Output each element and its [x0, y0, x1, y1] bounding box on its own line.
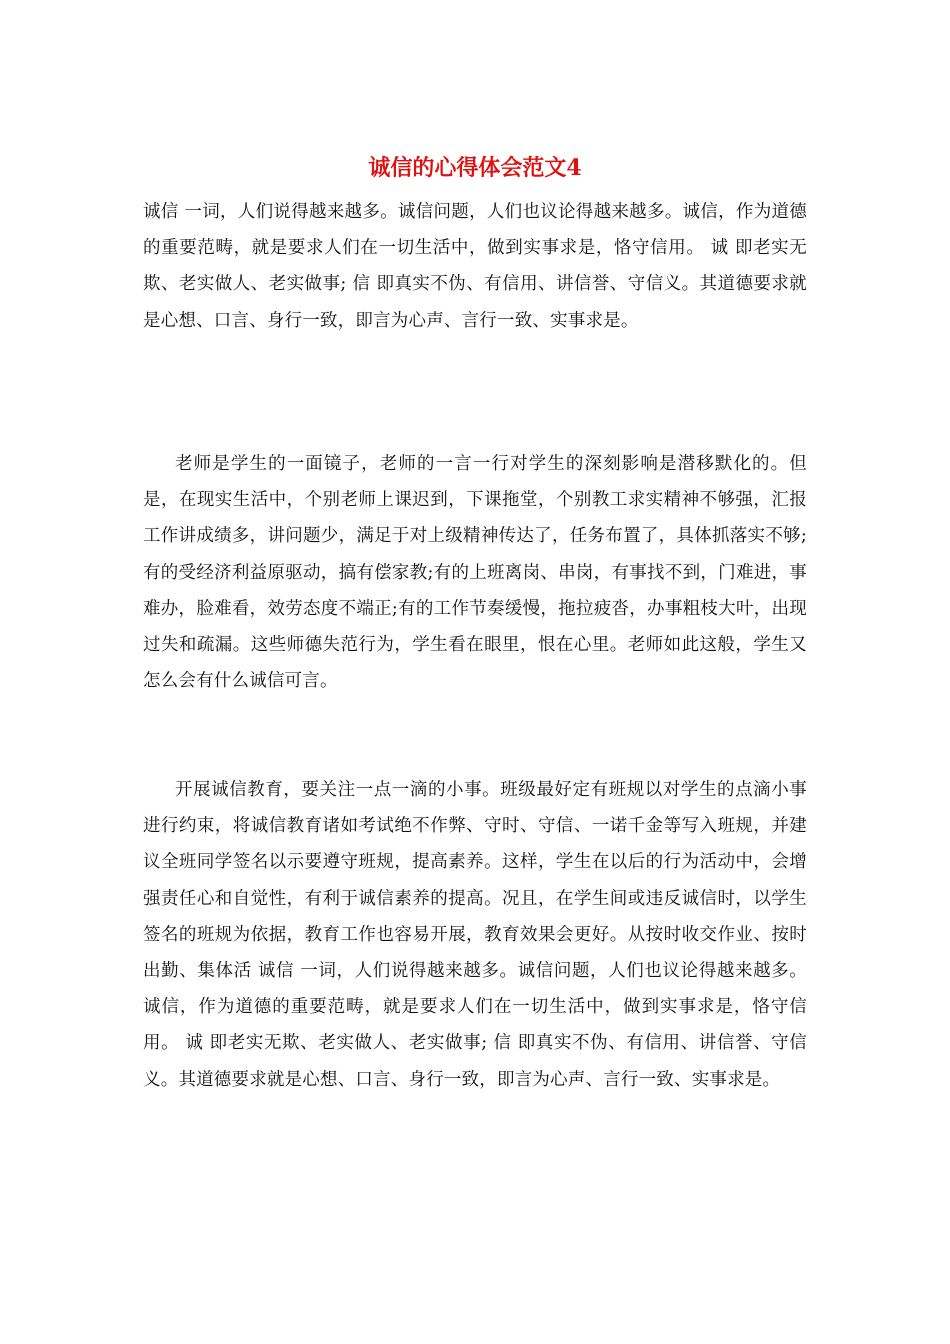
- document-title: 诚信的心得体会范文4: [368, 155, 582, 181]
- paragraph-2: 老师是学生的一面镜子，老师的一言一行对学生的深刻影响是潜移默化的。但是，在现实生活中，个别老师上课迟到，下课拖堂，个别教工求实精神不够强，汇报工作讲成绩多，讲问题少，满足于对上级精神传达了，任务布置了，具体抓落实不够;有的受经济利益原驱动，搞有偿家教;有的上班离岗、串岗，有事找不到，门难进，事难办，脸难看，效劳态度不端正;有的工作节奏缓慢，拖拉疲沓，办事粗枝大叶，出现过失和疏漏。这些师德失范行为，学生看在眼里，恨在心里。老师如此这般，学生又怎么会有什么诚信可言。: [143, 454, 807, 692]
- paragraph-1: 诚信 一词，人们说得越来越多。诚信问题，人们也议论得越来越多。诚信，作为道德的重要范畴，就是要求人们在一切生活中，做到实事求是，恪守信用。 诚 即老实无欺、老实做人、老实做事; 信 即真实不伪、有信用、讲信誉、守信义。其道德要求就是心想、口言、身行一致，即言为心声、言行一致、实事求是。: [143, 202, 807, 331]
- paragraph-3: 开展诚信教育，要关注一点一滴的小事。班级最好定有班规以对学生的点滴小事进行约束，将诚信教育诸如考试绝不作弊、守时、守信、一诺千金等写入班规，并建议全班同学签名以示要遵守班规，提高素养。这样，学生在以后的行为活动中，会增强责任心和自觉性，有利于诚信素养的提高。况且，在学生间或违反诚信时，以学生签名的班规为依据，教育工作也容易开展，教育效果会更好。从按时收交作业、按时出勤、集体活 诚信 一词，人们说得越来越多。诚信问题，人们也议论得越来越多。诚信，作为道德的重要范畴，就是要求人们在一切生活中，做到实事求是，恪守信用。 诚 即老实无欺、老实做人、老实做事; 信 即真实不伪、有信用、讲信誉、守信义。其道德要求就是心想、口言、身行一致，即言为心声、言行一致、实事求是。: [143, 780, 807, 1090]
